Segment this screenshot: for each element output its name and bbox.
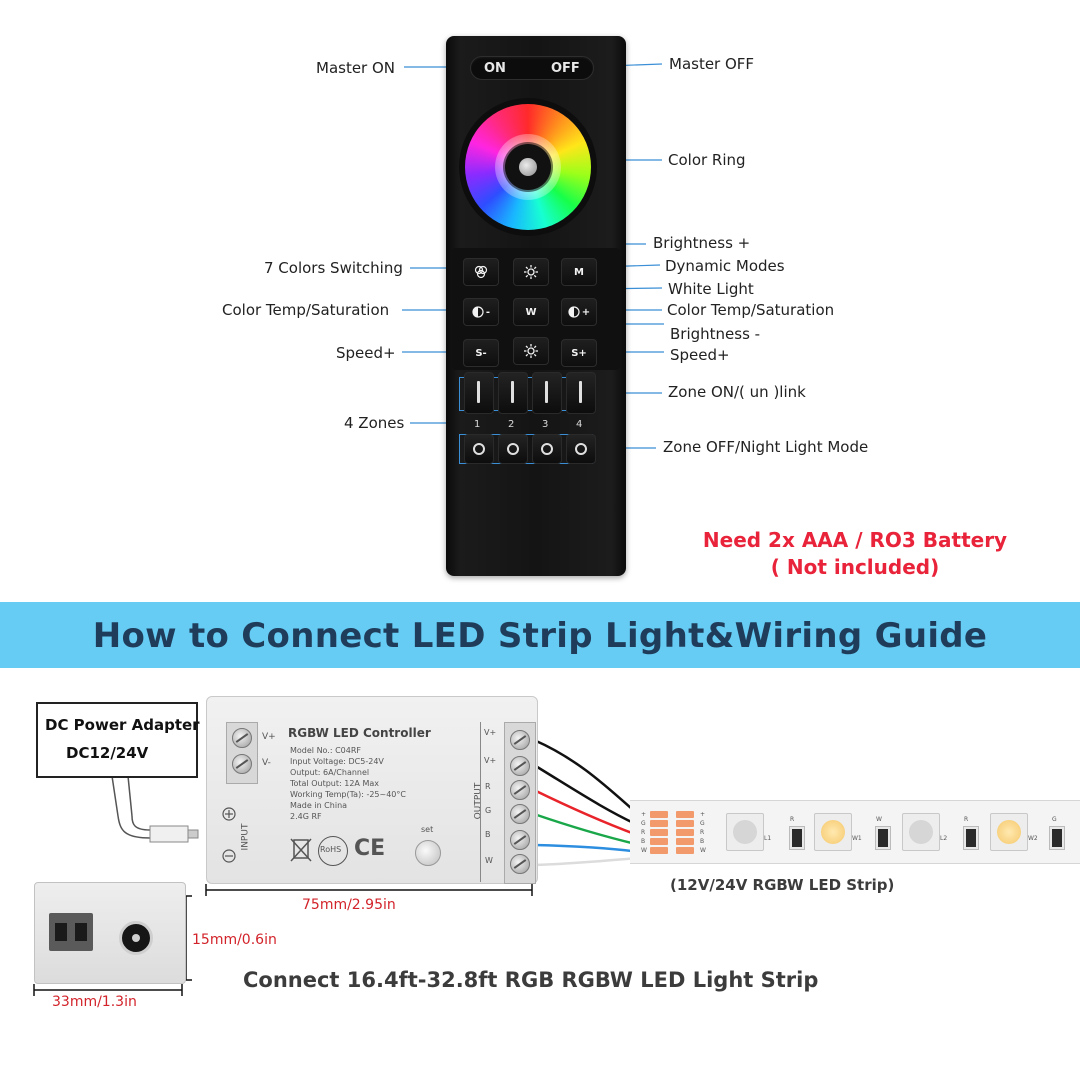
four-zones-label: 4 Zones bbox=[344, 414, 405, 432]
solder-pad bbox=[676, 847, 694, 854]
screw-terminal bbox=[510, 830, 530, 850]
master-on-label: Master ON bbox=[316, 59, 396, 77]
set-label: set bbox=[421, 825, 434, 834]
screw-terminal bbox=[232, 754, 252, 774]
polarity-icon bbox=[220, 806, 238, 866]
dc-power-adapter-box bbox=[36, 702, 198, 778]
solder-pad bbox=[676, 820, 694, 827]
rgb-circles-icon bbox=[473, 265, 489, 279]
half-circle-icon bbox=[568, 306, 580, 318]
color-temp-left-label: Color Temp/Saturation bbox=[222, 301, 390, 319]
output-pin-label: V+ bbox=[484, 728, 497, 737]
pad-label: B bbox=[641, 838, 646, 845]
rohs-mark bbox=[318, 836, 348, 866]
screw-terminal bbox=[510, 756, 530, 776]
ce-mark: CE bbox=[354, 836, 386, 861]
controller-spec: Made in China bbox=[290, 801, 348, 810]
sun-icon bbox=[523, 264, 539, 280]
color-temp-minus-button[interactable] bbox=[463, 298, 499, 326]
zone-off-label: Zone OFF/Night Light Mode bbox=[663, 438, 869, 456]
adapter-line2: DC12/24V bbox=[66, 744, 149, 762]
rgbw-led-strip bbox=[630, 800, 1080, 864]
controller-spec: 2.4G RF bbox=[290, 812, 322, 821]
controller-spec: Model No.: C04RF bbox=[290, 746, 362, 755]
pad-label: W bbox=[700, 847, 706, 854]
on-label: ON bbox=[484, 61, 506, 76]
s-plus-label: S+ bbox=[571, 347, 587, 359]
zone-1-on-button[interactable] bbox=[464, 372, 494, 414]
w-key-label: W bbox=[525, 306, 537, 318]
screw-terminal bbox=[510, 730, 530, 750]
output-label: OUTPUT bbox=[473, 782, 484, 820]
input-label: INPUT bbox=[240, 823, 251, 851]
zone-number: 3 bbox=[542, 419, 549, 430]
zone-number: 1 bbox=[474, 419, 481, 430]
speed-minus-button[interactable] bbox=[463, 339, 499, 367]
led-label: L1 bbox=[764, 835, 772, 842]
pad-label: + bbox=[700, 811, 706, 818]
m-key-label: M bbox=[574, 266, 584, 278]
battery-note-line2: ( Not included) bbox=[770, 555, 940, 579]
input-pin-label: V- bbox=[262, 758, 271, 768]
master-onoff-button[interactable] bbox=[470, 56, 594, 80]
pad-label: B bbox=[700, 838, 705, 845]
set-button[interactable] bbox=[415, 840, 441, 866]
solder-pad bbox=[650, 811, 668, 818]
white-led-chip bbox=[814, 813, 852, 851]
output-pin-label: G bbox=[485, 806, 492, 815]
seven-colors-button[interactable] bbox=[463, 258, 499, 286]
controller-width-dimension: 75mm/2.95in bbox=[302, 897, 396, 913]
speed-left-label: Speed+ bbox=[336, 344, 396, 362]
screw-terminal bbox=[232, 728, 252, 748]
solder-pad bbox=[676, 811, 694, 818]
color-temp-right-label: Color Temp/Saturation bbox=[667, 301, 835, 319]
led-label: L2 bbox=[940, 835, 948, 842]
controller-title: RGBW LED Controller bbox=[288, 726, 431, 740]
color-temp-plus-button[interactable] bbox=[561, 298, 597, 326]
minus-label: - bbox=[485, 306, 491, 318]
solder-pad bbox=[650, 829, 668, 836]
brightness-plus-label: Brightness + bbox=[653, 234, 751, 252]
solder-pad bbox=[676, 829, 694, 836]
master-off-label: Master OFF bbox=[669, 55, 755, 73]
output-pin-labels bbox=[480, 722, 501, 882]
s-minus-label: S- bbox=[475, 347, 487, 359]
resistor-label: G bbox=[1052, 816, 1057, 823]
pad-label: + bbox=[641, 811, 647, 818]
rohs-label: RoHS bbox=[320, 845, 342, 854]
solder-pad bbox=[676, 838, 694, 845]
brightness-plus-button[interactable] bbox=[513, 258, 549, 286]
solder-pad bbox=[650, 820, 668, 827]
pad-label: G bbox=[641, 820, 646, 827]
off-label: OFF bbox=[551, 61, 580, 76]
white-light-label: White Light bbox=[668, 280, 754, 298]
half-circle-icon bbox=[472, 306, 484, 318]
dc-jack bbox=[119, 921, 153, 955]
output-pin-label: B bbox=[485, 830, 491, 839]
speed-right-label: Speed+ bbox=[670, 346, 730, 364]
white-led-chip bbox=[990, 813, 1028, 851]
dc-jack-pin bbox=[132, 934, 140, 942]
controller-spec: Working Temp(Ta): -25~40°C bbox=[290, 790, 406, 799]
color-ring-center-dot bbox=[519, 158, 537, 176]
output-pin-label: V+ bbox=[484, 756, 497, 765]
rgb-led-chip bbox=[902, 813, 940, 851]
controller-spec: Total Output: 12A Max bbox=[290, 779, 379, 788]
resistor-label: R bbox=[790, 816, 795, 823]
zone-4-off-button[interactable] bbox=[566, 434, 596, 464]
zone-number: 2 bbox=[508, 419, 515, 430]
resistor-label: R bbox=[964, 816, 969, 823]
solder-pad bbox=[650, 838, 668, 845]
controller-side-view bbox=[34, 882, 186, 984]
zone-on-label: Zone ON/( un )link bbox=[668, 383, 806, 401]
rgb-led-chip bbox=[726, 813, 764, 851]
color-ring-label: Color Ring bbox=[668, 151, 746, 169]
footer-caption: Connect 16.4ft-32.8ft RGB RGBW LED Light Strip bbox=[243, 968, 819, 992]
sun-icon bbox=[523, 343, 539, 359]
controller-spec: Output: 6A/Channel bbox=[290, 768, 370, 777]
brightness-minus-button[interactable] bbox=[513, 337, 549, 365]
zone-3-off-button[interactable] bbox=[532, 434, 562, 464]
screw-terminal bbox=[510, 854, 530, 874]
terminal-slot bbox=[75, 923, 87, 941]
output-pin-label: W bbox=[485, 856, 493, 865]
banner-title: How to Connect LED Strip Light&Wiring Guide bbox=[92, 616, 988, 656]
battery-note-line1: Need 2x AAA / RO3 Battery bbox=[702, 528, 1008, 552]
speed-plus-button[interactable] bbox=[561, 339, 597, 367]
pad-label: G bbox=[700, 820, 705, 827]
resistor bbox=[1050, 827, 1064, 849]
resistor bbox=[964, 827, 978, 849]
zone-4-on-button[interactable] bbox=[566, 372, 596, 414]
weee-bin-icon bbox=[286, 834, 316, 864]
dynamic-modes-label: Dynamic Modes bbox=[665, 257, 785, 275]
controller-spec: Input Voltage: DC5-24V bbox=[290, 757, 384, 766]
output-pin-label: R bbox=[485, 782, 491, 791]
mini-height-dimension: 15mm/0.6in bbox=[192, 932, 277, 948]
strip-caption: (12V/24V RGBW LED Strip) bbox=[670, 876, 895, 894]
zone-1-off-button[interactable] bbox=[464, 434, 494, 464]
resistor bbox=[790, 827, 804, 849]
pad-label: R bbox=[700, 829, 705, 836]
input-pin-label: V+ bbox=[262, 732, 276, 742]
adapter-line1: DC Power Adapter bbox=[45, 716, 200, 734]
led-label: W2 bbox=[1028, 835, 1038, 842]
pad-label: R bbox=[641, 829, 646, 836]
seven-colors-label: 7 Colors Switching bbox=[264, 259, 403, 277]
white-light-button[interactable] bbox=[513, 298, 549, 326]
brightness-minus-label: Brightness - bbox=[670, 325, 761, 343]
zone-3-on-button[interactable] bbox=[532, 372, 562, 414]
solder-pad bbox=[650, 847, 668, 854]
terminal-slot bbox=[55, 923, 67, 941]
zone-2-off-button[interactable] bbox=[498, 434, 528, 464]
side-terminal-block bbox=[49, 913, 93, 951]
zone-number: 4 bbox=[576, 419, 583, 430]
led-label: W1 bbox=[852, 835, 862, 842]
pad-label: W bbox=[641, 847, 647, 854]
resistor-label: W bbox=[876, 816, 882, 823]
resistor bbox=[876, 827, 890, 849]
dynamic-modes-button[interactable] bbox=[561, 258, 597, 286]
wiring-guide-banner bbox=[0, 602, 1080, 668]
plus-label: + bbox=[581, 306, 591, 318]
screw-terminal bbox=[510, 780, 530, 800]
mini-width-dimension: 33mm/1.3in bbox=[52, 994, 137, 1010]
screw-terminal bbox=[510, 804, 530, 824]
zone-2-on-button[interactable] bbox=[498, 372, 528, 414]
